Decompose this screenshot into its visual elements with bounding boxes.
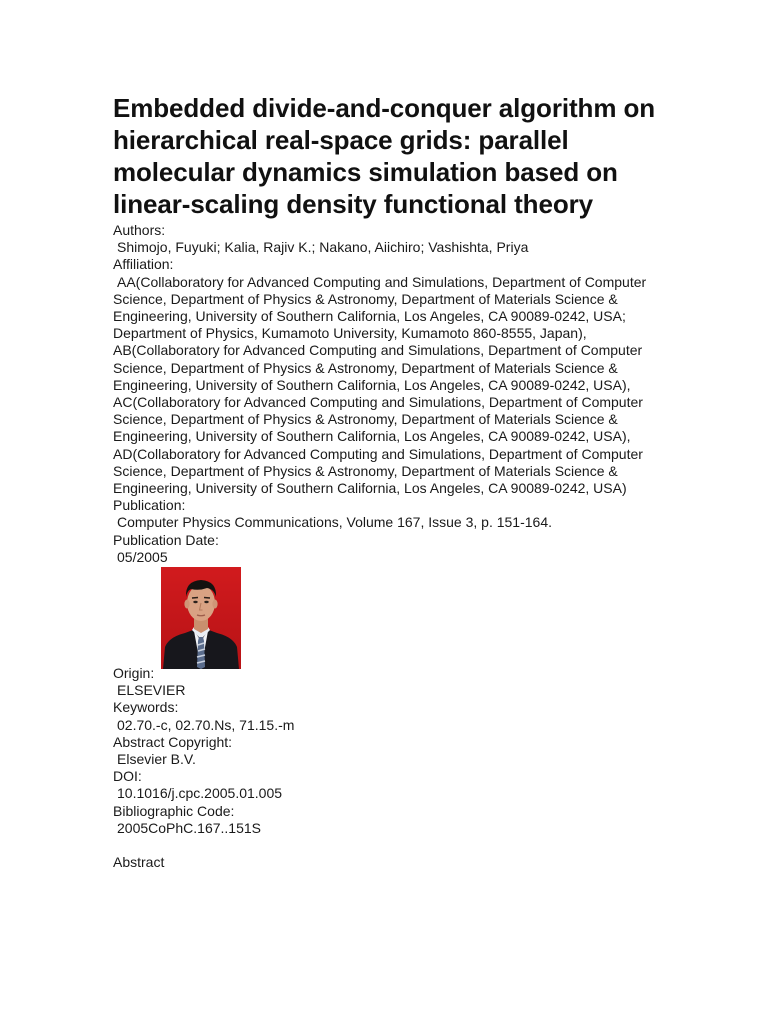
doi-label: DOI: — [113, 768, 142, 785]
abstract-copyright-label: Abstract Copyright: — [113, 733, 233, 750]
doi-value: 10.1016/j.cpc.2005.01.005 — [117, 785, 283, 802]
affiliation-value: AA(Collaboratory for Advanced Computing and Simulations, Department of Computer Science, Department of Physics & Astronomy, Department of Materials Science & Engineering, University of Southern California, Los Angeles, CA 90089-0242, USA; Department of Physics, Kumamoto University, Kumamoto 860-8555, Japan), AB(Collaboratory for Advanced Computing and Simulations, Department of Computer Science, Department of Physics & Astronomy, Department of Materials Science & Engineering, University of Southern California, Los Angeles, CA 90089-0242, USA), AC(Collaboratory for Advanced Computing and Simulations, Department of Computer Science, Department of Physics & Astronomy, Department of Materials Science & Engineering, University of Southern California, Los Angeles, CA 90089-0242, USA), AD(Collaboratory for Advanced Computing and Simulations, Department of Computer Science, Department of Physics & Astronomy, Department of Materials Science & Engineering, University of Southern California, Los Angeles, CA 90089-0242, USA) — [113, 273, 647, 497]
authors-label: Authors: — [113, 222, 166, 238]
publication-date-value: 05/2005 — [117, 548, 168, 565]
affiliation-label: Affiliation: — [113, 256, 174, 273]
origin-label: Origin: — [113, 665, 155, 682]
keywords-label: Keywords: — [113, 699, 179, 716]
publication-date-label: Publication Date: — [113, 531, 219, 548]
bibcode-value: 2005CoPhC.167..151S — [117, 819, 261, 836]
document-page — [113, 92, 673, 871]
paper-title: Embedded divide-and-conquer algorithm on hierarchical real-space grids: parallel molecular dynamics simulation based on linear-scaling density functional theory — [113, 93, 656, 219]
authors-value: Shimojo, Fuyuki; Kalia, Rajiv K.; Nakano, Aiichiro; Vashishta, Priya — [117, 239, 529, 256]
abstract-copyright-value: Elsevier B.V. — [117, 751, 196, 768]
author-photo — [161, 567, 241, 669]
portrait-photo-icon — [161, 567, 241, 669]
publication-value: Computer Physics Communications, Volume 167, Issue 3, p. 151-164. — [117, 514, 552, 531]
metadata-block — [113, 222, 673, 871]
section-spacer — [113, 837, 673, 854]
keywords-value: 02.70.-c, 02.70.Ns, 71.15.-m — [117, 716, 295, 733]
origin-value: ELSEVIER — [117, 682, 186, 699]
publication-label: Publication: — [113, 497, 186, 514]
abstract-heading: Abstract — [113, 854, 165, 871]
bibcode-label: Bibliographic Code: — [113, 802, 235, 819]
